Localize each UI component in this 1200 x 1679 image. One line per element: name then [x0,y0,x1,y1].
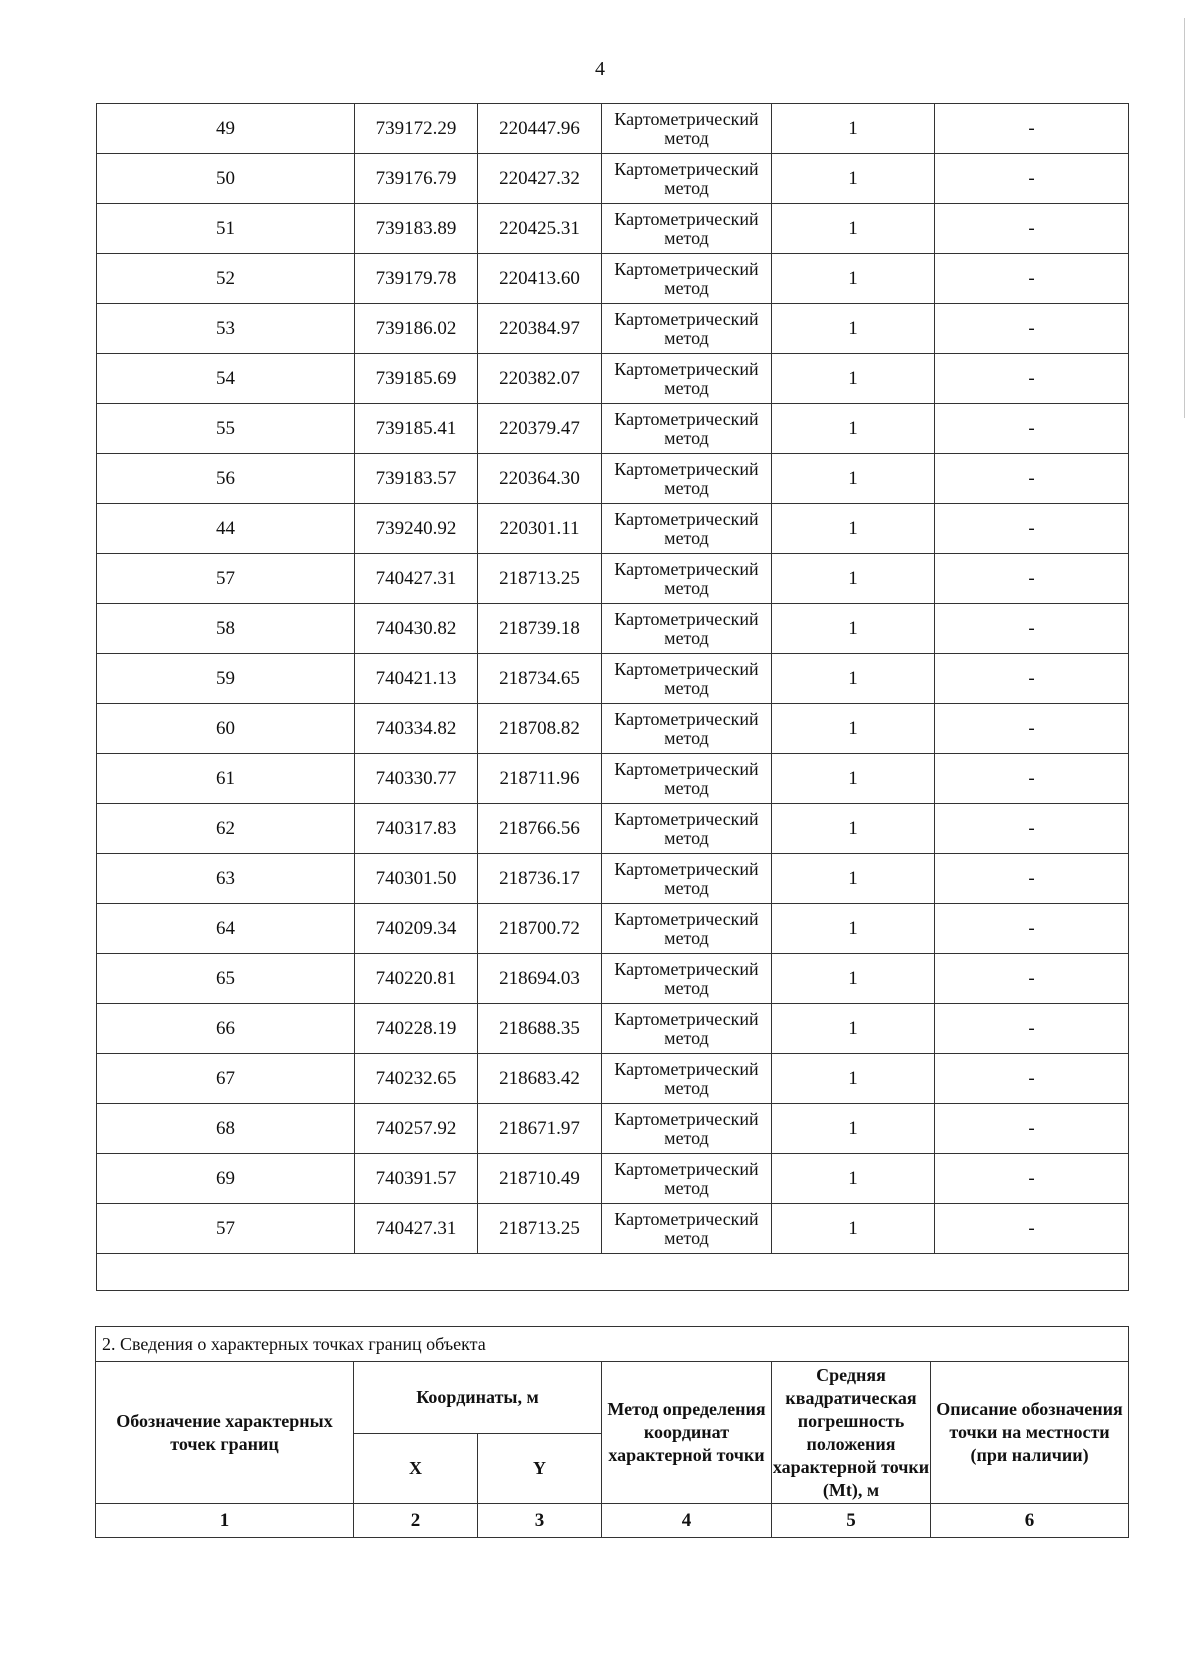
cell-x: 740334.82 [355,704,478,754]
cell-point: 50 [97,154,355,204]
cell-point: 54 [97,354,355,404]
table-row [97,1054,1129,1104]
cell-point: 49 [97,104,355,154]
cell-y: 218700.72 [478,904,602,954]
cell-method: Картометрический метод [602,454,772,504]
cell-description: - [935,704,1129,754]
blank-cell [97,1254,1129,1291]
cell-description: - [935,254,1129,304]
header-description: Описание обозначения точки на местности (при наличии) [931,1362,1129,1504]
coordinates-table [96,103,1129,1291]
table-row [97,804,1129,854]
table-row [97,454,1129,504]
cell-method: Картометрический метод [602,1004,772,1054]
table-row [97,104,1129,154]
cell-description: - [935,1004,1129,1054]
cell-method: Картометрический метод [602,554,772,604]
cell-description: - [935,1204,1129,1254]
cell-y: 220301.11 [478,504,602,554]
table-row [97,354,1129,404]
cell-description: - [935,804,1129,854]
cell-x: 739240.92 [355,504,478,554]
cell-x: 739172.29 [355,104,478,154]
cell-point: 66 [97,1004,355,1054]
cell-mt: 1 [772,1204,935,1254]
cell-y: 218713.25 [478,554,602,604]
cell-x: 739185.69 [355,354,478,404]
cell-method: Картометрический метод [602,954,772,1004]
cell-mt: 1 [772,904,935,954]
cell-mt: 1 [772,554,935,604]
cell-method: Картометрический метод [602,904,772,954]
cell-method: Картометрический метод [602,504,772,554]
cell-mt: 1 [772,704,935,754]
cell-x: 740430.82 [355,604,478,654]
cell-mt: 1 [772,404,935,454]
cell-point: 59 [97,654,355,704]
cell-description: - [935,554,1129,604]
cell-x: 740421.13 [355,654,478,704]
cell-x: 739183.57 [355,454,478,504]
column-number: 5 [772,1504,931,1538]
cell-y: 220364.30 [478,454,602,504]
cell-point: 62 [97,804,355,854]
cell-method: Картометрический метод [602,854,772,904]
cell-point: 52 [97,254,355,304]
cell-y: 218739.18 [478,604,602,654]
cell-method: Картометрический метод [602,254,772,304]
cell-description: - [935,754,1129,804]
scan-edge-line [1184,18,1185,418]
table-row [97,904,1129,954]
cell-mt: 1 [772,1154,935,1204]
cell-mt: 1 [772,854,935,904]
cell-description: - [935,154,1129,204]
cell-point: 57 [97,1204,355,1254]
cell-point: 64 [97,904,355,954]
table-row [97,854,1129,904]
cell-x: 740220.81 [355,954,478,1004]
cell-x: 739176.79 [355,154,478,204]
cell-x: 739179.78 [355,254,478,304]
cell-mt: 1 [772,204,935,254]
cell-x: 740257.92 [355,1104,478,1154]
cell-point: 53 [97,304,355,354]
cell-x: 739185.41 [355,404,478,454]
cell-method: Картометрический метод [602,654,772,704]
cell-method: Картометрический метод [602,204,772,254]
column-number: 1 [96,1504,354,1538]
page-number: 4 [595,58,605,80]
header-x: X [354,1434,478,1504]
cell-x: 740209.34 [355,904,478,954]
cell-description: - [935,104,1129,154]
table-row [97,154,1129,204]
table-row [97,504,1129,554]
header-y: Y [478,1434,602,1504]
cell-mt: 1 [772,604,935,654]
cell-description: - [935,354,1129,404]
cell-mt: 1 [772,804,935,854]
table-row [97,304,1129,354]
cell-point: 56 [97,454,355,504]
cell-y: 218694.03 [478,954,602,1004]
cell-method: Картометрический метод [602,1204,772,1254]
cell-y: 218688.35 [478,1004,602,1054]
table-row [97,1004,1129,1054]
cell-mt: 1 [772,1054,935,1104]
table-row [97,704,1129,754]
cell-mt: 1 [772,1004,935,1054]
cell-point: 57 [97,554,355,604]
table-row [97,404,1129,454]
cell-mt: 1 [772,754,935,804]
header-point-designation: Обозначение характерных точек границ [96,1362,354,1504]
blank-row [97,1254,1129,1291]
cell-x: 740228.19 [355,1004,478,1054]
table-row [97,1204,1129,1254]
column-number: 6 [931,1504,1129,1538]
cell-x: 740317.83 [355,804,478,854]
cell-point: 60 [97,704,355,754]
cell-method: Картометрический метод [602,1154,772,1204]
cell-method: Картометрический метод [602,404,772,454]
cell-y: 220447.96 [478,104,602,154]
cell-x: 740391.57 [355,1154,478,1204]
cell-description: - [935,1104,1129,1154]
cell-point: 55 [97,404,355,454]
cell-y: 218736.17 [478,854,602,904]
cell-y: 220413.60 [478,254,602,304]
cell-point: 69 [97,1154,355,1204]
cell-point: 63 [97,854,355,904]
coordinates-table-body [97,104,1129,1291]
column-number: 4 [602,1504,772,1538]
cell-method: Картометрический метод [602,154,772,204]
cell-mt: 1 [772,954,935,1004]
cell-mt: 1 [772,254,935,304]
cell-y: 218683.42 [478,1054,602,1104]
cell-point: 44 [97,504,355,554]
cell-y: 220425.31 [478,204,602,254]
cell-description: - [935,404,1129,454]
table-row [97,604,1129,654]
cell-x: 739186.02 [355,304,478,354]
cell-mt: 1 [772,104,935,154]
section2-title: 2. Сведения о характерных точках границ объекта [96,1327,1129,1362]
cell-method: Картометрический метод [602,1054,772,1104]
cell-mt: 1 [772,1104,935,1154]
cell-description: - [935,204,1129,254]
table-row [97,1154,1129,1204]
cell-y: 220384.97 [478,304,602,354]
cell-x: 740301.50 [355,854,478,904]
cell-point: 65 [97,954,355,1004]
table-row [97,1104,1129,1154]
cell-point: 61 [97,754,355,804]
cell-y: 218711.96 [478,754,602,804]
table-row [97,754,1129,804]
cell-description: - [935,904,1129,954]
cell-y: 218708.82 [478,704,602,754]
cell-y: 220382.07 [478,354,602,404]
column-number: 3 [478,1504,602,1538]
table-row [97,654,1129,704]
cell-y: 218766.56 [478,804,602,854]
cell-method: Картометрический метод [602,804,772,854]
cell-method: Картометрический метод [602,354,772,404]
cell-y: 218710.49 [478,1154,602,1204]
cell-x: 740427.31 [355,1204,478,1254]
cell-mt: 1 [772,654,935,704]
cell-y: 218671.97 [478,1104,602,1154]
cell-point: 51 [97,204,355,254]
cell-method: Картометрический метод [602,304,772,354]
cell-y: 218734.65 [478,654,602,704]
cell-description: - [935,854,1129,904]
cell-y: 218713.25 [478,1204,602,1254]
cell-mt: 1 [772,354,935,404]
cell-method: Картометрический метод [602,754,772,804]
cell-description: - [935,1054,1129,1104]
cell-x: 740330.77 [355,754,478,804]
cell-mt: 1 [772,504,935,554]
cell-method: Картометрический метод [602,104,772,154]
cell-mt: 1 [772,154,935,204]
cell-point: 68 [97,1104,355,1154]
table-row [97,204,1129,254]
cell-x: 740427.31 [355,554,478,604]
table-row [97,554,1129,604]
column-number: 2 [354,1504,478,1538]
header-mt: Средняя квадратическая погрешность положения характерной точки (Mt), м [772,1362,931,1504]
cell-description: - [935,954,1129,1004]
cell-method: Картометрический метод [602,1104,772,1154]
cell-description: - [935,654,1129,704]
cell-point: 67 [97,1054,355,1104]
header-coordinates: Координаты, м [354,1362,602,1434]
cell-x: 739183.89 [355,204,478,254]
cell-description: - [935,1154,1129,1204]
cell-method: Картометрический метод [602,604,772,654]
cell-x: 740232.65 [355,1054,478,1104]
cell-description: - [935,604,1129,654]
cell-description: - [935,304,1129,354]
cell-description: - [935,454,1129,504]
table-row [97,254,1129,304]
cell-description: - [935,504,1129,554]
cell-method: Картометрический метод [602,704,772,754]
section2-table [95,1326,1129,1538]
cell-point: 58 [97,604,355,654]
cell-y: 220427.32 [478,154,602,204]
cell-mt: 1 [772,454,935,504]
header-method: Метод определения координат характерной точки [602,1362,772,1504]
table-row [97,954,1129,1004]
cell-y: 220379.47 [478,404,602,454]
cell-mt: 1 [772,304,935,354]
